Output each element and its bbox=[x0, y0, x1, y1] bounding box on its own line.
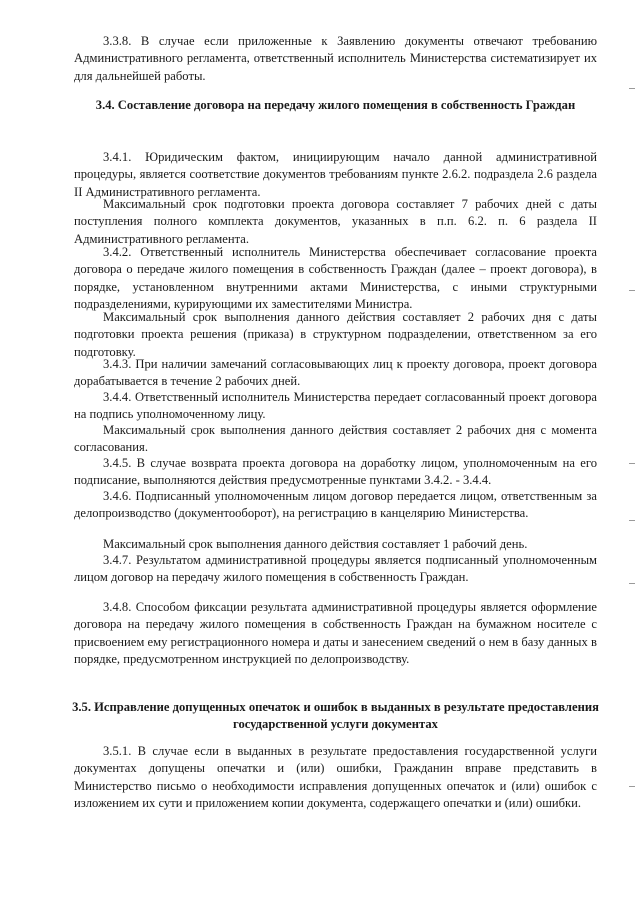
paragraph-3-4-2: 3.4.2. Ответственный исполнитель Министерства обеспечивает согласование проекта договора о передаче жилого помещения в собственность Граждан (далее – проект договора), в порядке, установленном внутренними актами Министерства, с иными структурными подразделениями, курирующими их заместителями Министра. bbox=[74, 245, 597, 312]
paragraph-3-4-1: 3.4.1. Юридическим фактом, инициирующим начало данной административной процедуры, является соответствие документов требованиям пункте 2.6.2. подраздела 2.6 раздела II Административного регламента. bbox=[74, 150, 597, 199]
paragraph-3-4-1-deadline: Максимальный срок подготовки проекта договора составляет 7 рабочих дней с даты поступления полного комплекта документов, указанных в п.п. 6.2. п. 6 раздела II Административного регламента. bbox=[74, 197, 597, 246]
scan-edge-mark bbox=[629, 520, 635, 521]
scan-edge-mark bbox=[629, 88, 635, 89]
paragraph-3-4-4-deadline: Максимальный срок выполнения данного действия составляет 2 рабочих дня с момента согласования. bbox=[74, 423, 597, 455]
paragraph-3-4-5: 3.4.5. В случае возврата проекта договора на доработку лицом, уполномоченным на его подписание, выполняются действия предусмотренные пунктами 3.4.2. - 3.4.4. bbox=[74, 456, 597, 488]
scan-edge-mark bbox=[629, 583, 635, 584]
scan-edge-mark bbox=[629, 786, 635, 787]
paragraph-3-4-2-deadline: Максимальный срок выполнения данного действия составляет 2 рабочих дня с даты подготовки проекта решения (приказа) в структурном подразделении, ответственном за его подготовку. bbox=[74, 310, 597, 359]
paragraph-3-5-1: 3.5.1. В случае если в выданных в результате предоставления государственной услуги документах допущены опечатки и (или) ошибки, Гражданин вправе представить в Министерство письмо о необходимости исправления допущенных опечаток и (или) ошибок с изложением их сути и приложением копии документа, содержащего опечатки и (или) ошибки. bbox=[74, 744, 597, 811]
paragraph-3-4-3: 3.4.3. При наличии замечаний согласовывающих лиц к проекту договора, проект договора дорабатывается в течение 2 рабочих дней. bbox=[74, 357, 597, 389]
scan-edge-mark bbox=[629, 463, 635, 464]
paragraph-3-4-7: 3.4.7. Результатом административной процедуры является подписанный уполномоченным лицом договор на передачу жилого помещения в собственность Граждан. bbox=[74, 553, 597, 585]
paragraph-3-3-8: 3.3.8. В случае если приложенные к Заявлению документы отвечают требованию Административного регламента, ответственный исполнитель Министерства систематизирует их для дальнейшей работы. bbox=[74, 34, 597, 83]
paragraph-3-4-6-deadline: Максимальный срок выполнения данного действия составляет 1 рабочий день. bbox=[103, 537, 528, 551]
scan-edge-mark bbox=[629, 290, 635, 291]
section-heading-3-5: 3.5. Исправление допущенных опечаток и ошибок в выданных в результате предоставления государственной услуги документах bbox=[72, 700, 599, 732]
paragraph-3-4-4: 3.4.4. Ответственный исполнитель Министерства передает согласованный проект договора на подпись уполномоченному лицу. bbox=[74, 390, 597, 422]
paragraph-3-4-6: 3.4.6. Подписанный уполномоченным лицом договор передается лицом, ответственным за делопроизводство (документооборот), на регистрацию в канцелярию Министерства. bbox=[74, 489, 597, 521]
paragraph-3-4-8: 3.4.8. Способом фиксации результата административной процедуры является оформление договора на передачу жилого помещения в собственность Граждан на бумажном носителе с присвоением ему регистрационного номера и даты и занесением сведений о нем в базу данных в порядке, предусмотренном инструкцией по делопроизводству. bbox=[74, 600, 597, 667]
section-heading-3-4: 3.4. Составление договора на передачу жилого помещения в собственность Граждан bbox=[95, 98, 576, 112]
